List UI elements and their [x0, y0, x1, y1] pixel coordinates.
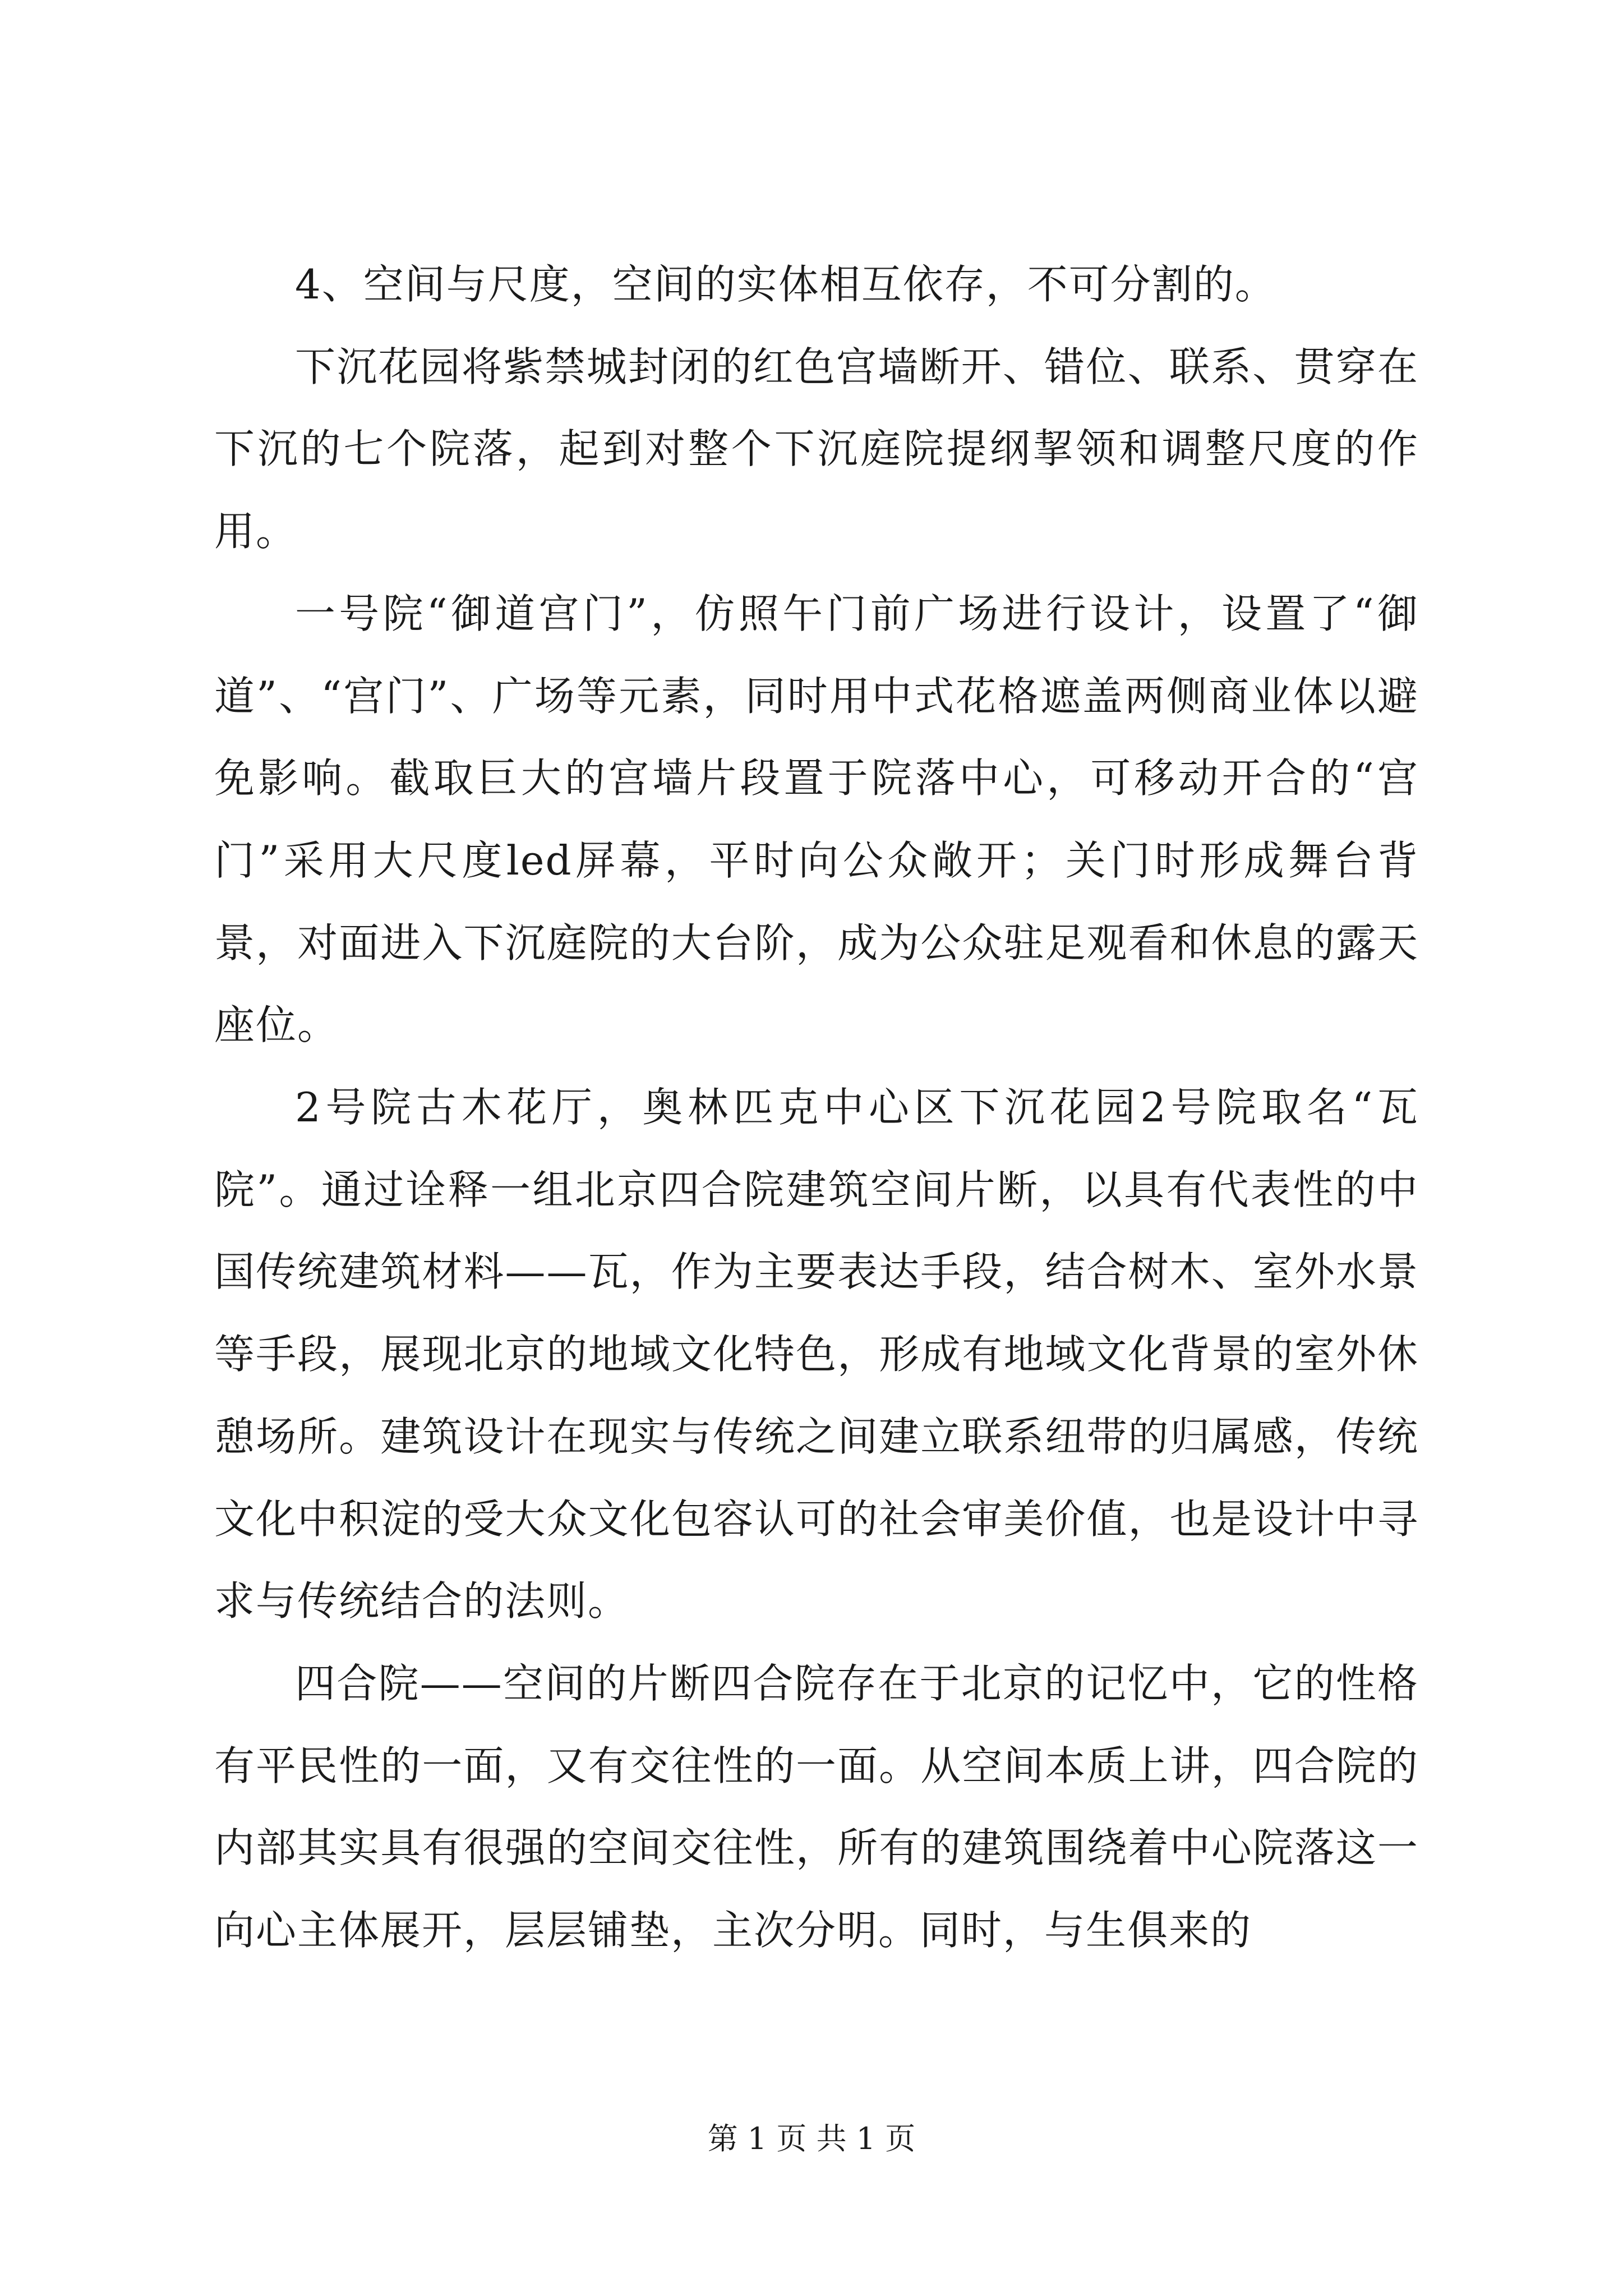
paragraph-1: 4、空间与尺度，空间的实体相互依存，不可分割的。 — [295, 261, 1276, 308]
page-number-footer: 第 1 页 共 1 页 — [707, 2121, 916, 2156]
body-text — [214, 243, 1419, 1972]
paragraph-3: 一号院“御道宫门”，仿照午门前广场进行设计，设置了“御道”、“宫门”、广场等元素，同时用中式花格遮盖两侧商业体以避免影响。截取巨大的宫墙片段置于院落中心，可移动开合的“宫门”采用大尺度led屏幕，平时向公众敞开；关门时形成舞台背景，对面进入下沉庭院的大台阶，成为公众驻足观看和休息的露天座位。 — [214, 590, 1419, 1049]
paragraph-4: 2号院古木花厅，奥林匹克中心区下沉花园2号院取名“瓦院”。通过诠释一组北京四合院建筑空间片断，以具有代表性的中国传统建筑材料——瓦，作为主要表达手段，结合树木、室外水景等手段，展现北京的地域文化特色，形成有地域文化背景的室外休憩场所。建筑设计在现实与传统之间建立联系纽带的归属感，传统文化中积淀的受大众文化包容认可的社会审美价值，也是设计中寻求与传统结合的法则。 — [214, 1084, 1419, 1625]
paragraph-5: 四合院——空间的片断四合院存在于北京的记忆中，它的性格有平民性的一面，又有交往性的一面。从空间本质上讲，四合院的内部其实具有很强的空间交往性，所有的建筑围绕着中心院落这一向心主体展开，层层铺垫，主次分明。同时，与生俱来的 — [214, 1659, 1419, 1954]
paragraph-2: 下沉花园将紫禁城封闭的红色宫墙断开、错位、联系、贯穿在下沉的七个院落，起到对整个下沉庭院提纲挈领和调整尺度的作用。 — [214, 343, 1419, 555]
